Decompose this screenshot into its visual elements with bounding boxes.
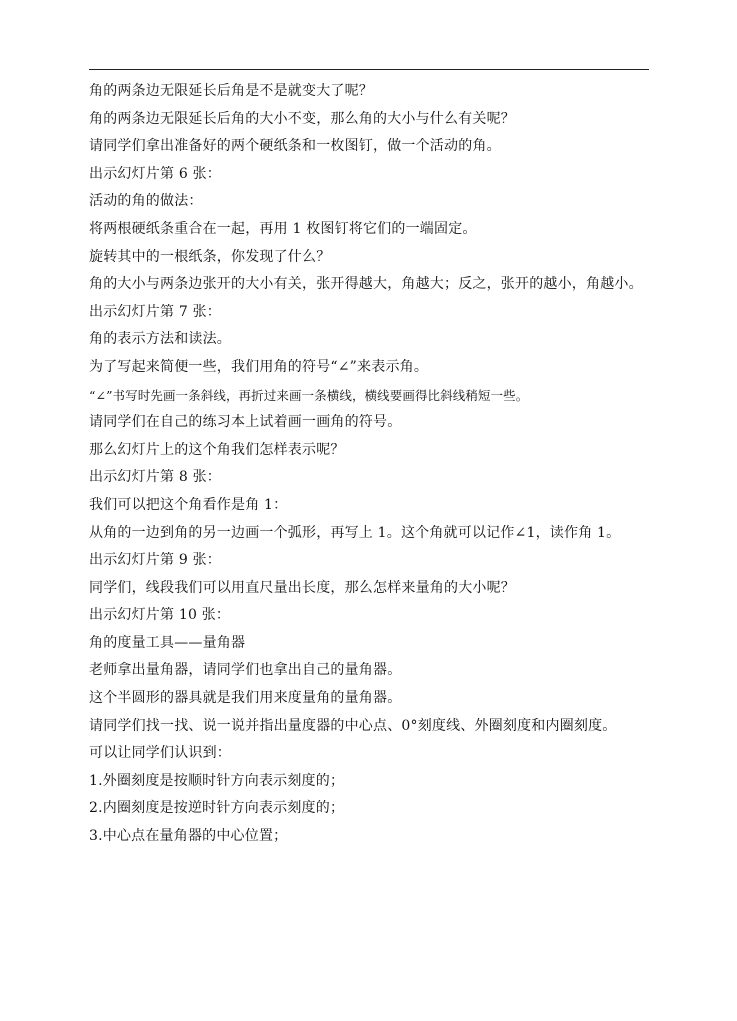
text-line: 角的两条边无限延长后角的大小不变，那么角的大小与什么有关呢？ bbox=[89, 110, 515, 127]
text-line: 1.外圈刻度是按顺时针方向表示刻度的； bbox=[89, 772, 345, 789]
text-line: 出示幻灯片第 6 张： bbox=[89, 165, 222, 182]
text-line: 活动的角的做法： bbox=[89, 193, 203, 210]
text-line: 角的表示方法和读法。 bbox=[89, 331, 231, 348]
text-line: 角的度量工具——量角器 bbox=[89, 634, 246, 651]
text-line: 角的两条边无限延长后角是不是就变大了呢？ bbox=[89, 83, 373, 99]
text-line: 角的大小与两条边张开的大小有关，张开得越大，角越大；反之，张开的越小，角越小。 bbox=[89, 276, 643, 293]
text-line: 请同学们在自己的练习本上试着画一画角的符号。 bbox=[89, 414, 402, 431]
text-line: 那么幻灯片上的这个角我们怎样表示呢？ bbox=[89, 441, 345, 458]
text-line: 从角的一边到角的另一边画一个弧形，再写上 1。这个角就可以记作∠1，读作角 1。 bbox=[89, 524, 621, 541]
text-line: 出示幻灯片第 8 张： bbox=[89, 469, 222, 486]
text-line: 同学们，线段我们可以用直尺量出长度，那么怎样来量角的大小呢？ bbox=[89, 579, 515, 596]
text-line: 老师拿出量角器，请同学们也拿出自己的量角器。 bbox=[89, 662, 402, 679]
text-line: 出示幻灯片第 9 张： bbox=[89, 552, 222, 569]
text-line: 旋转其中的一根纸条，你发现了什么？ bbox=[89, 248, 331, 265]
text-line: “∠”书写时先画一条斜线，再折过来画一条横线，横线要画得比斜线稍短一些。 bbox=[89, 387, 529, 403]
text-line: 我们可以把这个角看作是角 1： bbox=[89, 496, 288, 513]
text-line: 出示幻灯片第 10 张： bbox=[89, 607, 231, 624]
text-line: 请同学们找一找、说一说并指出量度器的中心点、0°刻度线、外圈刻度和内圈刻度。 bbox=[89, 717, 617, 734]
text-line: 这个半圆形的器具就是我们用来度量角的量角器。 bbox=[89, 690, 402, 707]
text-line: 3.中心点在量角器的中心位置； bbox=[89, 828, 288, 845]
text-line: 2.内圈刻度是按逆时针方向表示刻度的； bbox=[89, 800, 345, 817]
text-line: 为了写起来简便一些，我们用角的符号“∠”来表示角。 bbox=[89, 358, 429, 375]
document-body bbox=[89, 78, 669, 851]
header-rule bbox=[89, 69, 649, 70]
text-line: 请同学们拿出准备好的两个硬纸条和一枚图钉，做一个活动的角。 bbox=[89, 138, 501, 155]
text-line: 将两根硬纸条重合在一起，再用 1 枚图钉将它们的一端固定。 bbox=[89, 220, 477, 237]
text-line: 可以让同学们认识到： bbox=[89, 745, 231, 762]
text-line: 出示幻灯片第 7 张： bbox=[89, 303, 222, 320]
